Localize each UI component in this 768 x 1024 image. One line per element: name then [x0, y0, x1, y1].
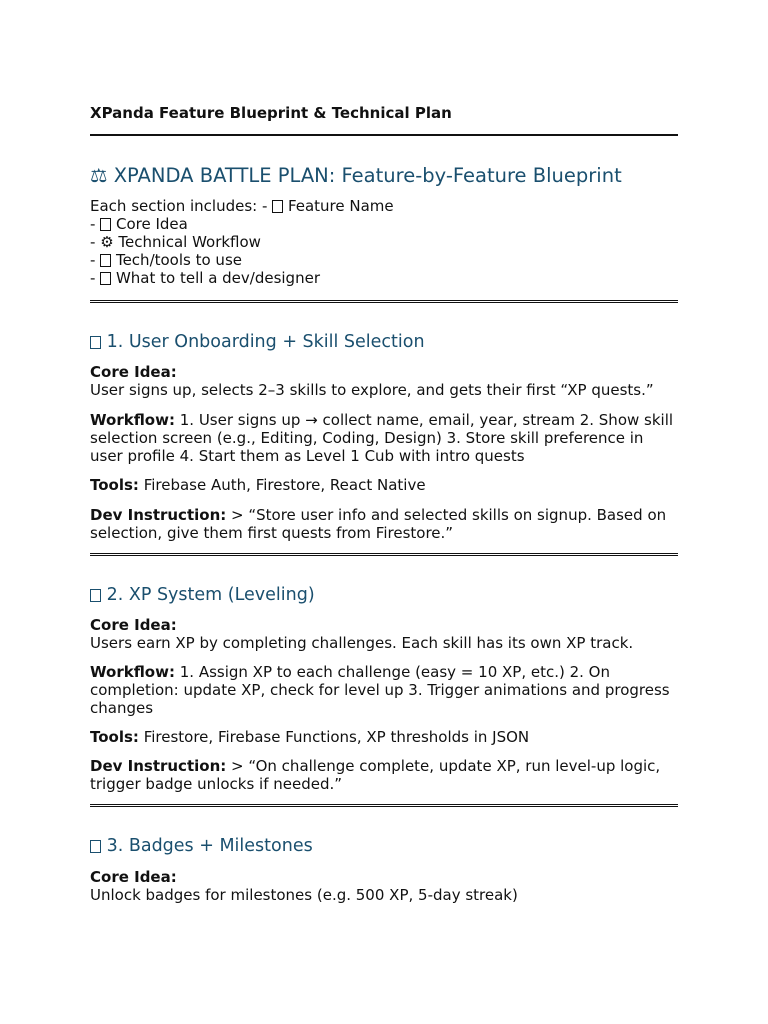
- section-heading-text: 2. XP System (Leveling): [106, 585, 315, 605]
- document-content: [90, 104, 678, 904]
- core-idea-label-line: [90, 868, 678, 886]
- core-idea-text: User signs up, selects 2–3 skills to explore, and gets their first “XP quests.”: [90, 381, 654, 399]
- core-idea-label: Core Idea:: [90, 616, 177, 634]
- intro-item-label: Core Idea: [115, 215, 188, 233]
- core-idea-text: Users earn XP by completing challenges. Each skill has its own XP track.: [90, 634, 634, 652]
- gear-icon: ⚙: [100, 233, 114, 251]
- intro-line: [90, 251, 678, 269]
- section-heading-text: 1. User Onboarding + Skill Selection: [106, 332, 425, 352]
- dev-instruction-text: > “On challenge complete, update XP, run level-up logic, trigger badge unlocks if needed.”: [90, 757, 661, 793]
- intro-dash: -: [90, 251, 101, 269]
- tools-text: Firestore, Firebase Functions, XP thresholds in JSON: [143, 728, 530, 746]
- workflow-text: 1. User signs up → collect name, email, year, stream 2. Show skill selection screen (e.g., Editing, Coding, Design) 3. Store skill preference in user profile 4. Start them as Level 1 Cub with intro quests: [90, 411, 674, 465]
- intro-item-label: What to tell a dev/designer: [115, 269, 320, 287]
- battle-plan-heading-text: XPANDA BATTLE PLAN: Feature-by-Feature Blueprint: [113, 164, 622, 187]
- missing-glyph-icon: [100, 272, 111, 285]
- section-heading-text: 3. Badges + Milestones: [106, 836, 313, 856]
- section-divider: [90, 553, 678, 556]
- intro-line: [90, 215, 678, 233]
- missing-glyph-icon: [90, 840, 101, 853]
- workflow-label: Workflow:: [90, 411, 175, 429]
- core-idea-label-line: [90, 363, 678, 381]
- section-heading: [90, 331, 678, 353]
- missing-glyph-icon: [90, 589, 101, 602]
- battle-plan-heading: [90, 164, 678, 188]
- title-divider: [90, 134, 678, 136]
- dev-instruction-label: Dev Instruction:: [90, 757, 227, 775]
- section-heading: [90, 584, 678, 606]
- core-idea-label: Core Idea:: [90, 868, 177, 886]
- scales-icon: ⚖: [90, 164, 108, 187]
- dev-instruction-paragraph: [90, 757, 678, 793]
- tools-paragraph: [90, 476, 678, 494]
- missing-glyph-icon: [90, 336, 101, 349]
- core-idea-label-line: [90, 616, 678, 634]
- intro-line: [90, 233, 678, 251]
- workflow-label: Workflow:: [90, 663, 175, 681]
- intro-dash: -: [90, 233, 101, 251]
- missing-glyph-icon: [100, 218, 111, 231]
- intro-list: [90, 197, 678, 287]
- intro-item-label: Feature Name: [287, 197, 394, 215]
- core-idea-label: Core Idea:: [90, 363, 177, 381]
- intro-item-label: Tech/tools to use: [115, 251, 242, 269]
- intro-dash: -: [90, 215, 101, 233]
- core-idea-text: Unlock badges for milestones (e.g. 500 XP, 5-day streak): [90, 886, 518, 904]
- workflow-text: 1. Assign XP to each challenge (easy = 10 XP, etc.) 2. On completion: update XP, check for level up 3. Trigger animations and progress changes: [90, 663, 670, 717]
- tools-label: Tools:: [90, 728, 139, 746]
- dev-instruction-paragraph: [90, 506, 678, 542]
- dev-instruction-text: > “Store user info and selected skills on signup. Based on selection, give them first quests from Firestore.”: [90, 506, 667, 542]
- tools-text: Firebase Auth, Firestore, React Native: [143, 476, 426, 494]
- intro-line: [90, 269, 678, 287]
- workflow-paragraph: [90, 411, 678, 465]
- section-divider: [90, 300, 678, 303]
- intro-item-label: Technical Workflow: [118, 233, 261, 251]
- missing-glyph-icon: [100, 254, 111, 267]
- section-divider: [90, 804, 678, 807]
- tools-paragraph: [90, 728, 678, 746]
- document-title: XPanda Feature Blueprint & Technical Plan: [90, 104, 452, 122]
- intro-line: [90, 197, 678, 215]
- dev-instruction-label: Dev Instruction:: [90, 506, 227, 524]
- workflow-paragraph: [90, 663, 678, 717]
- intro-dash: -: [90, 269, 101, 287]
- section-heading: [90, 835, 678, 857]
- missing-glyph-icon: [272, 200, 283, 213]
- tools-label: Tools:: [90, 476, 139, 494]
- intro-lead: Each section includes: -: [90, 197, 273, 215]
